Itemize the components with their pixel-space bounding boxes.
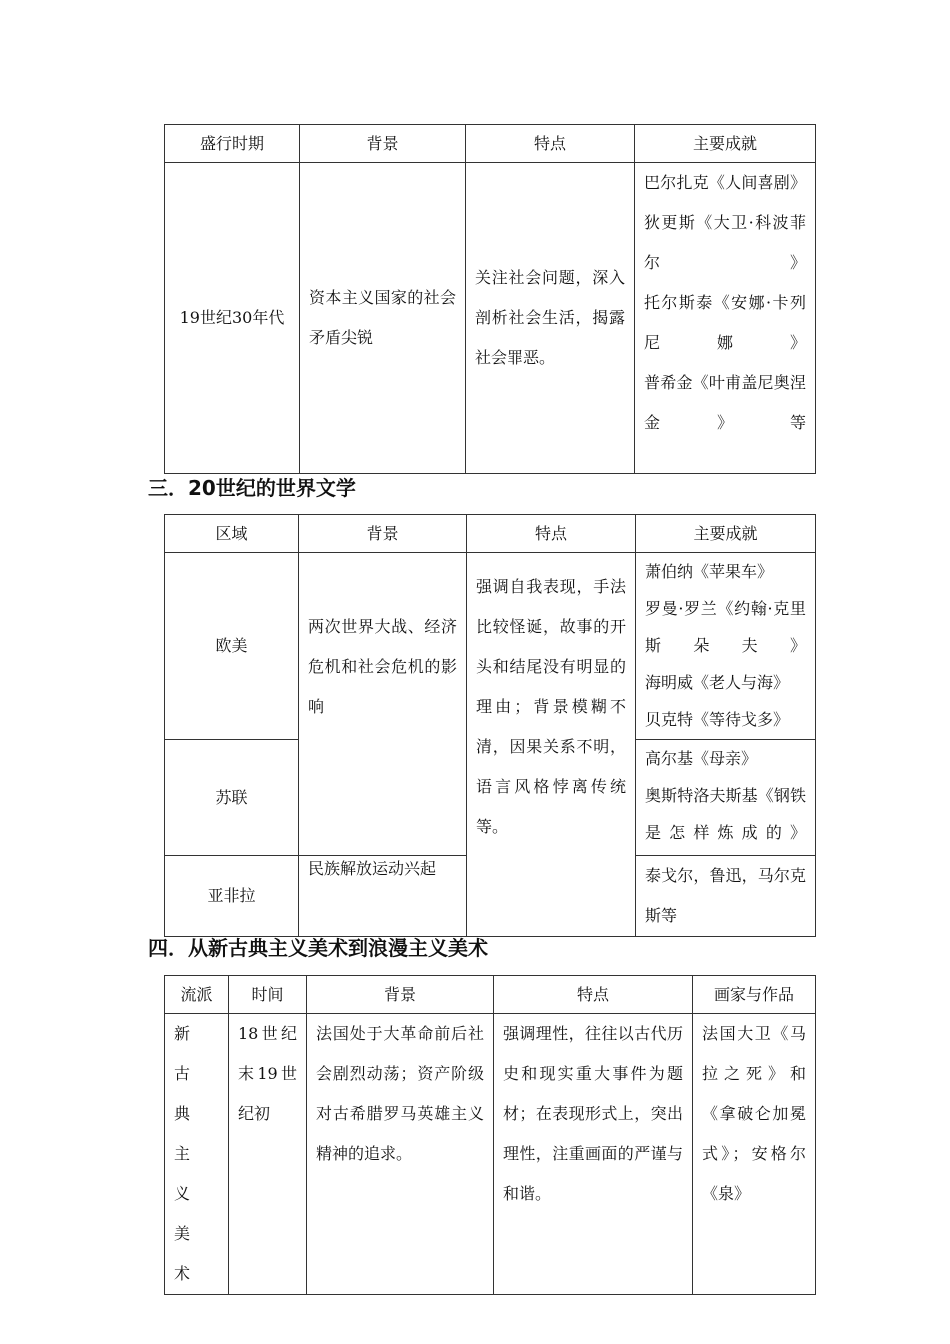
header-period: 盛行时期 [165,125,300,163]
background-cell: 法国处于大革命前后社会剧烈动荡；资产阶级对古希腊罗马英雄主义精神的追求。 [307,1014,494,1295]
header-achievements: 主要成就 [636,515,816,553]
achievement-item: 贝克特《等待戈多》 [645,710,790,729]
period-cell: 19世纪30年代 [165,163,300,474]
region-soviet: 苏联 [165,740,299,856]
section-4-title: 四．从新古典主义美术到浪漫主义美术 [148,936,488,960]
achievement-item: 奥斯特洛夫斯基《钢铁是怎样炼成的》 [645,786,806,842]
header-background: 背景 [299,515,467,553]
header-region: 区域 [165,515,299,553]
header-achievements: 主要成就 [635,125,816,163]
table-header-row [165,125,816,163]
achievement-item: 海明威《老人与海》 [645,673,790,692]
achievements-asia-africa-latin: 泰戈尔，鲁迅，马尔克斯等 [636,856,816,937]
header-time: 时间 [229,976,307,1014]
achievement-item: 罗曼·罗兰《约翰·克里斯朵夫》 [645,599,806,655]
achievement-item: 狄更斯《大卫·科波菲尔》 [644,213,806,272]
realism-table [164,124,816,474]
header-features: 特点 [466,125,635,163]
achievement-item: 巴尔扎克《人间喜剧》 [644,173,806,192]
table-row [165,553,816,740]
background-shared-cell: 两次世界大战、经济危机和社会危机的影响 [299,553,467,856]
achievement-item: 普希金《叶甫盖尼奥涅金》等 [644,373,806,432]
features-cell: 关注社会问题，深入剖析社会生活，揭露社会罪恶。 [466,163,635,474]
achievement-item: 托尔斯泰《安娜·卡列尼娜》 [644,293,806,352]
school-cell: 新古典主义美术 [165,1014,229,1295]
table-header-row [165,515,816,553]
table-header-row [165,976,816,1014]
header-features: 特点 [467,515,636,553]
neoclassical-art-table [164,975,816,1295]
features-cell: 强调自我表现，手法比较怪诞，故事的开头和结尾没有明显的理由；背景模糊不清，因果关系不明，语言风格悖离传统等。 [467,553,636,937]
works-cell: 法国大卫《马拉之死》和《拿破仑加冕式》；安格尔《泉》 [693,1014,816,1295]
header-background: 背景 [300,125,466,163]
achievements-europe-america [636,553,816,740]
achievement-item: 萧伯纳《苹果车》 [645,562,774,581]
table-row [165,1014,816,1295]
header-school: 流派 [165,976,229,1014]
time-cell: 18世纪末19世纪初 [229,1014,307,1295]
features-cell: 强调理性，往往以古代历史和现实重大事件为题材；在表现形式上，突出理性，注重画面的严谨与和谐。 [494,1014,693,1295]
literature-20c-table [164,514,816,937]
achievements-cell [635,163,816,474]
table-row [165,163,816,474]
background-cell: 资本主义国家的社会矛盾尖锐 [300,163,466,474]
header-artists-works: 画家与作品 [693,976,816,1014]
achievement-item: 高尔基《母亲》 [645,749,758,768]
region-europe-america: 欧美 [165,553,299,740]
section-3-title: 三．20世纪的世界文学 [148,476,356,500]
region-asia-africa-latin: 亚非拉 [165,856,299,937]
background-asia-cell: 民族解放运动兴起 [299,856,467,937]
achievements-soviet [636,740,816,856]
header-background: 背景 [307,976,494,1014]
header-features: 特点 [494,976,693,1014]
